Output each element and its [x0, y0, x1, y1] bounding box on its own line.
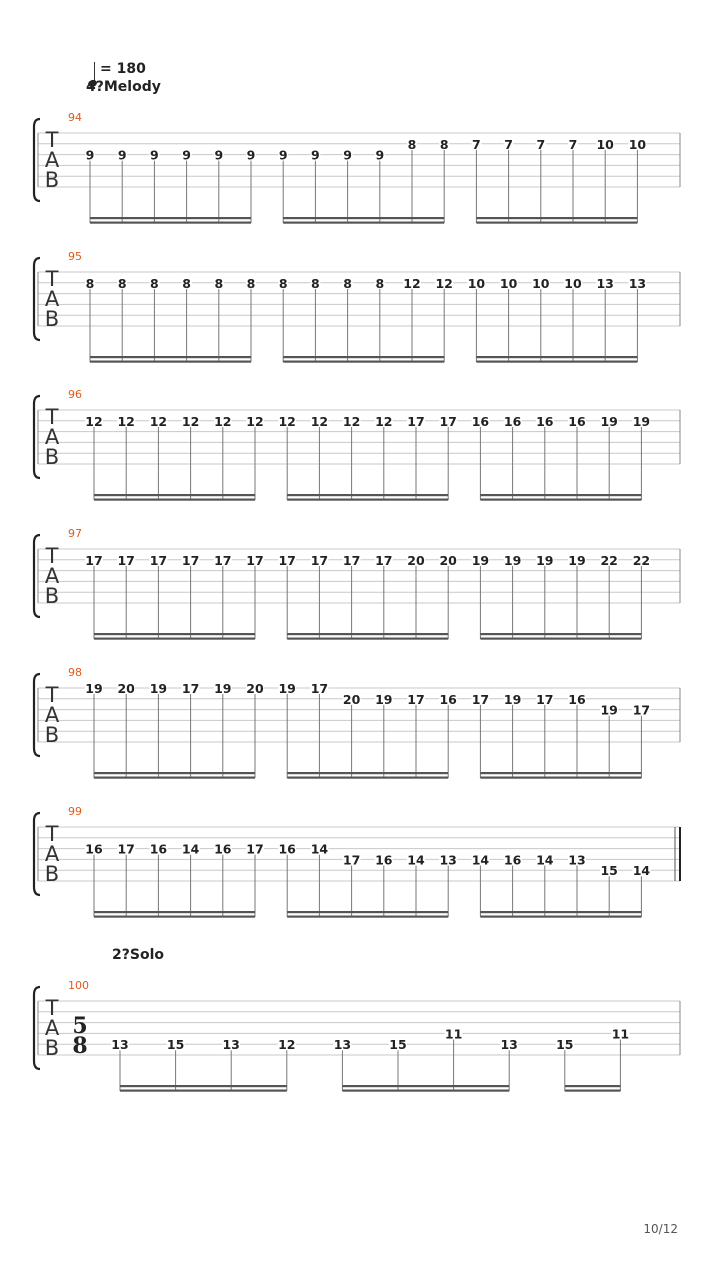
beam: [287, 494, 448, 496]
fret-number: 10: [532, 275, 550, 291]
fret-number: 19: [278, 681, 296, 696]
fret-number: 16: [278, 841, 296, 857]
fret-number: 10: [499, 275, 518, 291]
fret-number: 7: [504, 136, 513, 152]
fret-number: 16: [568, 691, 586, 707]
fret-number: 12: [246, 413, 264, 429]
fret-number: 19: [471, 552, 490, 568]
tempo-marking: = 180: [100, 61, 146, 77]
fret-number: 19: [503, 691, 522, 707]
beam: [287, 777, 448, 779]
fret-number: 17: [246, 841, 264, 857]
fret-number: 17: [439, 413, 457, 429]
tab-staff: [34, 103, 682, 223]
fret-number: 7: [472, 136, 481, 152]
beam: [287, 499, 448, 501]
measure-number: 99: [68, 805, 82, 818]
tab-clef-letter: T: [45, 267, 59, 291]
beam: [120, 1090, 287, 1092]
beam: [342, 1085, 509, 1087]
fret-number: 12: [149, 413, 168, 429]
beam: [94, 772, 255, 774]
fret-number: 12: [278, 1037, 296, 1053]
tab-clef-letter: A: [44, 148, 60, 172]
fret-number: 17: [536, 691, 554, 707]
fret-number: 10: [467, 275, 486, 291]
tab-clef-letter: T: [45, 822, 59, 846]
beam: [480, 911, 641, 913]
beam: [480, 499, 641, 501]
tab-staff: [34, 658, 682, 778]
fret-number: 12: [310, 413, 329, 429]
fret-number: 19: [600, 413, 618, 429]
fret-number: 15: [166, 1037, 185, 1053]
tab-clef-letter: B: [44, 168, 60, 192]
track-label-melody: 4?Melody: [86, 79, 161, 95]
fret-number: 8: [182, 275, 191, 291]
system-bracket: [34, 535, 40, 617]
fret-number: 12: [117, 413, 135, 429]
fret-number: 19: [214, 681, 232, 696]
beam: [565, 1085, 621, 1087]
fret-number: 16: [503, 413, 522, 429]
tab-staff: [34, 971, 682, 1091]
beam: [476, 222, 637, 224]
fret-number: 8: [407, 136, 417, 152]
fret-number: 17: [181, 552, 200, 568]
tab-clef-letter: B: [44, 445, 60, 469]
measure-number: 98: [68, 666, 82, 679]
fret-number: 9: [150, 147, 159, 163]
fret-number: 8: [150, 275, 159, 291]
fret-number: 12: [278, 413, 296, 429]
measure-number: 94: [68, 111, 82, 124]
beam: [120, 1085, 287, 1087]
tab-clef-letter: T: [45, 683, 59, 707]
tab-clef-letter: B: [44, 862, 60, 886]
beam: [342, 1090, 509, 1092]
fret-number: 10: [628, 136, 647, 152]
fret-number: 8: [343, 275, 352, 291]
tab-clef-letter: A: [44, 842, 60, 866]
fret-number: 9: [85, 147, 95, 163]
system-bracket: [34, 396, 40, 478]
beam: [480, 777, 641, 779]
fret-number: 12: [342, 413, 361, 429]
tab-clef-letter: B: [44, 307, 60, 331]
fret-number: 16: [375, 852, 393, 868]
fret-number: 11: [611, 1026, 630, 1042]
fret-number: 19: [375, 691, 393, 707]
fret-number: 17: [246, 552, 264, 568]
fret-number: 16: [568, 413, 586, 429]
page-number: 10/12: [643, 1222, 678, 1236]
fret-number: 20: [342, 691, 361, 707]
fret-number: 8: [85, 275, 95, 291]
fret-number: 8: [439, 136, 449, 152]
fret-number: 12: [214, 413, 232, 429]
fret-number: 9: [117, 147, 127, 163]
fret-number: 14: [310, 841, 329, 857]
tab-staff: [34, 380, 682, 500]
beam: [94, 777, 255, 779]
fret-number: 13: [500, 1037, 518, 1053]
tab-system: [34, 380, 682, 500]
fret-number: 9: [246, 147, 256, 163]
system-bracket: [34, 258, 40, 340]
fret-number: 19: [600, 702, 618, 718]
fret-number: 13: [333, 1037, 352, 1053]
fret-number: 9: [311, 147, 320, 163]
fret-number: 13: [222, 1037, 240, 1053]
fret-number: 17: [407, 691, 425, 707]
system-bracket: [34, 813, 40, 895]
fret-number: 15: [600, 863, 618, 879]
fret-number: 12: [435, 275, 453, 291]
beam: [287, 633, 448, 635]
fret-number: 17: [117, 552, 135, 568]
beam: [480, 638, 641, 640]
tab-staff: [34, 797, 682, 917]
fret-number: 19: [85, 681, 103, 696]
fret-number: 13: [628, 275, 647, 291]
fret-number: 7: [568, 136, 578, 152]
beam: [476, 217, 637, 219]
fret-number: 9: [375, 147, 385, 163]
fret-number: 16: [149, 841, 168, 857]
track-label-solo: 2?Solo: [112, 947, 164, 963]
fret-number: 16: [214, 841, 232, 857]
fret-number: 12: [85, 413, 103, 429]
fret-number: 13: [111, 1037, 129, 1053]
fret-number: 14: [471, 852, 490, 868]
fret-number: 8: [214, 275, 224, 291]
fret-number: 7: [536, 136, 546, 152]
fret-number: 13: [568, 852, 586, 868]
fret-number: 17: [214, 552, 232, 568]
beam: [94, 916, 255, 918]
beam: [476, 356, 637, 358]
fret-number: 19: [149, 681, 168, 696]
time-signature-denominator: 8: [72, 1033, 88, 1059]
fret-number: 13: [596, 275, 614, 291]
fret-number: 17: [85, 552, 103, 568]
beam: [94, 911, 255, 913]
fret-number: 16: [536, 413, 554, 429]
tab-system: [34, 519, 682, 639]
tab-system: [34, 797, 682, 917]
tab-staff: [34, 519, 682, 639]
fret-number: 17: [632, 702, 651, 718]
tab-clef-letter: A: [44, 425, 60, 449]
tab-system: [34, 658, 682, 778]
fret-number: 19: [632, 413, 651, 429]
system-bracket: [34, 119, 40, 201]
beam: [90, 356, 251, 358]
beam: [476, 361, 637, 363]
beam: [283, 356, 444, 358]
fret-number: 14: [536, 852, 554, 868]
fret-number: 8: [375, 275, 385, 291]
time-signature-numerator: 5: [72, 1013, 88, 1039]
beam: [283, 361, 444, 363]
fret-number: 17: [278, 552, 296, 568]
beam: [480, 494, 641, 496]
fret-number: 14: [407, 852, 425, 868]
fret-number: 10: [596, 136, 614, 152]
fret-number: 12: [181, 413, 200, 429]
fret-number: 9: [278, 147, 288, 163]
fret-number: 9: [214, 147, 224, 163]
measure-number: 95: [68, 250, 82, 263]
fret-number: 20: [246, 681, 264, 696]
fret-number: 16: [439, 691, 457, 707]
system-bracket: [34, 987, 40, 1069]
beam: [94, 638, 255, 640]
measure-number: 96: [68, 388, 82, 401]
fret-number: 22: [632, 552, 651, 568]
tab-system: [34, 971, 682, 1091]
fret-number: 11: [444, 1026, 463, 1042]
tab-clef-letter: T: [45, 996, 59, 1020]
tab-clef-letter: A: [44, 564, 60, 588]
beam: [287, 638, 448, 640]
beam: [90, 217, 251, 219]
fret-number: 17: [375, 552, 393, 568]
measure-number: 97: [68, 527, 82, 540]
beam: [283, 217, 444, 219]
beam: [287, 772, 448, 774]
fret-number: 17: [117, 841, 135, 857]
beam: [565, 1090, 621, 1092]
tab-clef-letter: T: [45, 405, 59, 429]
beam: [287, 911, 448, 913]
fret-number: 19: [536, 552, 554, 568]
fret-number: 17: [310, 552, 329, 568]
fret-number: 12: [403, 275, 421, 291]
fret-number: 16: [471, 413, 490, 429]
fret-number: 8: [311, 275, 320, 291]
beam: [90, 222, 251, 224]
fret-number: 17: [471, 691, 490, 707]
fret-number: 17: [342, 552, 361, 568]
beam: [283, 222, 444, 224]
tab-clef-letter: A: [44, 703, 60, 727]
beam: [94, 633, 255, 635]
tab-clef-letter: B: [44, 1036, 60, 1060]
fret-number: 14: [632, 863, 651, 879]
fret-number: 20: [117, 681, 135, 696]
beam: [94, 494, 255, 496]
tab-clef-letter: A: [44, 1016, 60, 1040]
fret-number: 12: [375, 413, 393, 429]
tab-clef-letter: B: [44, 584, 60, 608]
tab-staff: [34, 242, 682, 362]
measure-number: 100: [68, 979, 89, 992]
fret-number: 15: [556, 1037, 574, 1053]
fret-number: 22: [600, 552, 618, 568]
beam: [94, 499, 255, 501]
fret-number: 8: [117, 275, 127, 291]
fret-number: 19: [568, 552, 586, 568]
fret-number: 10: [564, 275, 582, 291]
fret-number: 16: [85, 841, 103, 857]
fret-number: 9: [182, 147, 191, 163]
beam: [480, 916, 641, 918]
system-bracket: [34, 674, 40, 756]
tab-clef-letter: T: [45, 544, 59, 568]
fret-number: 17: [310, 681, 329, 696]
fret-number: 17: [149, 552, 168, 568]
fret-number: 17: [181, 681, 200, 696]
tab-system: [34, 242, 682, 362]
fret-number: 20: [407, 552, 425, 568]
fret-number: 13: [439, 852, 457, 868]
fret-number: 15: [389, 1037, 407, 1053]
fret-number: 8: [278, 275, 288, 291]
fret-number: 17: [407, 413, 425, 429]
beam: [480, 633, 641, 635]
fret-number: 20: [439, 552, 457, 568]
tab-clef-letter: A: [44, 287, 60, 311]
tab-clef-letter: B: [44, 723, 60, 747]
fret-number: 8: [246, 275, 256, 291]
fret-number: 9: [343, 147, 352, 163]
fret-number: 19: [503, 552, 522, 568]
tab-system: [34, 103, 682, 223]
beam: [480, 772, 641, 774]
beam: [287, 916, 448, 918]
beam: [90, 361, 251, 363]
fret-number: 16: [503, 852, 522, 868]
fret-number: 17: [342, 852, 361, 868]
tab-clef-letter: T: [45, 128, 59, 152]
fret-number: 14: [181, 841, 200, 857]
